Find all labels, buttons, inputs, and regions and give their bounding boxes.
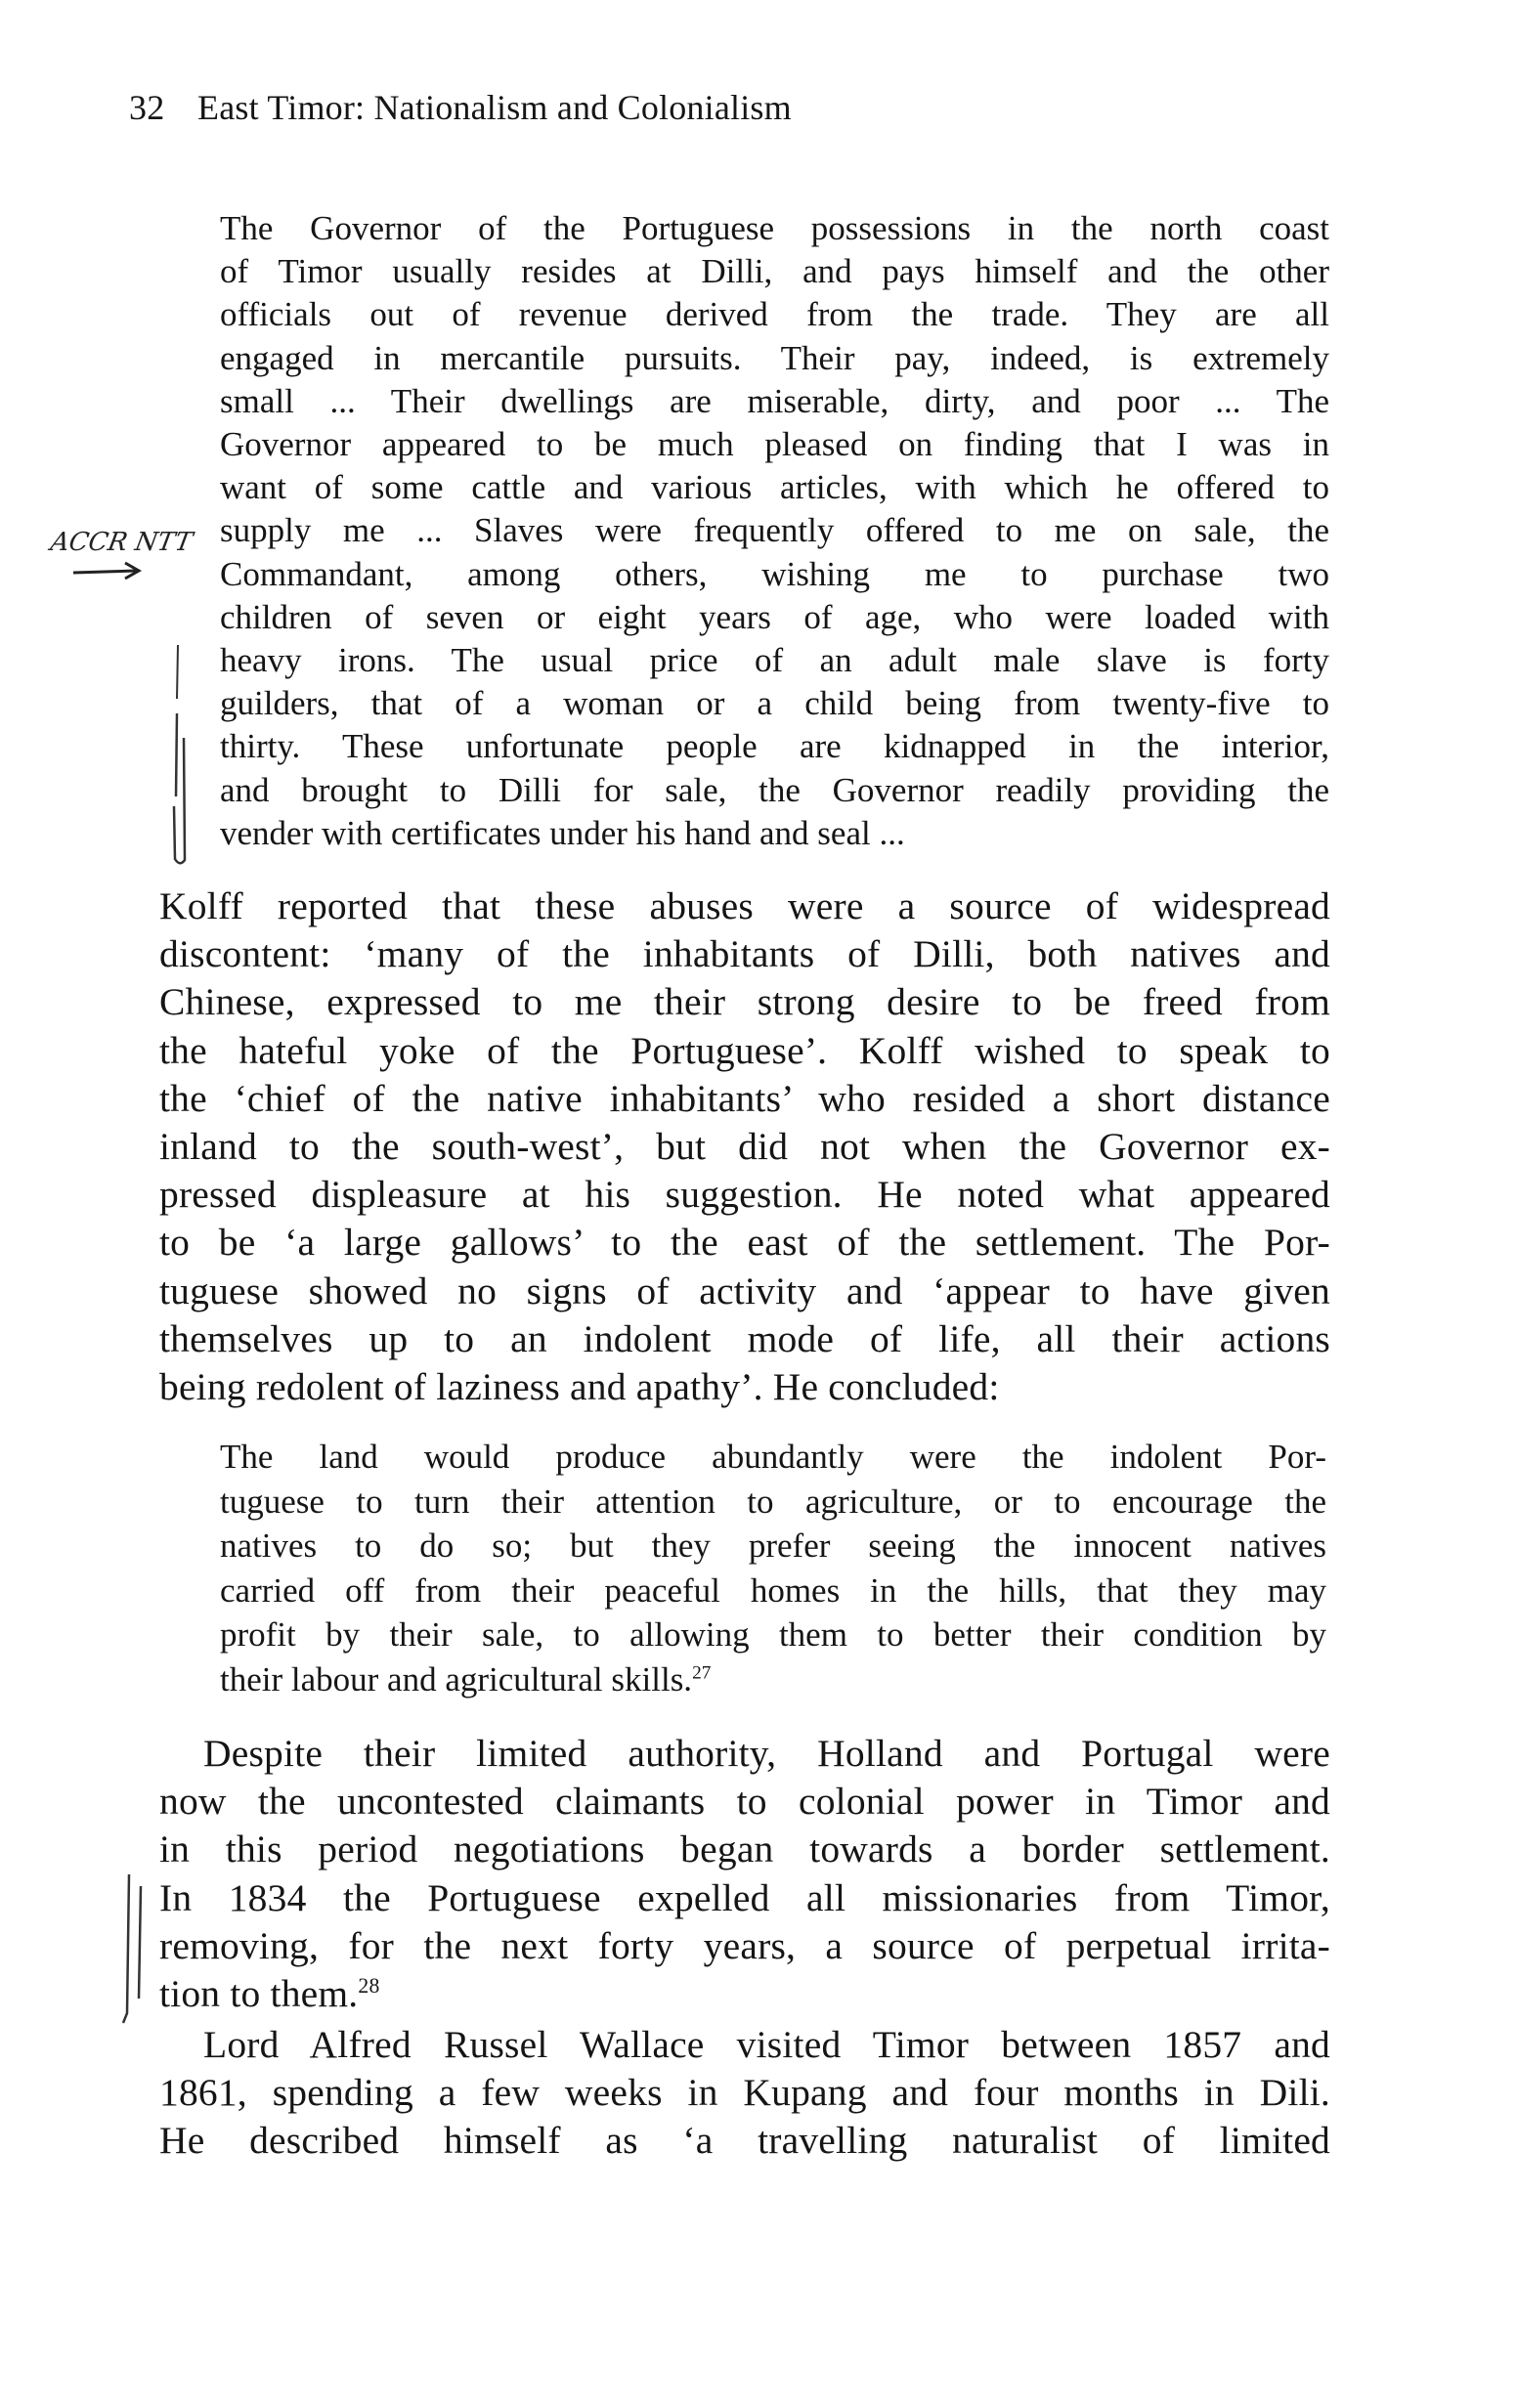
quote-line: supply me ... Slaves were frequently offered to me on sale, the: [220, 511, 1329, 550]
quote-line: of Timor usually resides at Dilli, and pays himself and the other: [220, 252, 1329, 291]
quote-line: vender with certificates under his hand and seal ...: [220, 813, 905, 852]
text-line: now the uncontested claimants to colonial power in Timor and: [159, 1780, 1330, 1824]
margin-handwriting: ACCR NTT: [48, 528, 195, 557]
text-line: discontent: ‘many of the inhabitants of Dilli, both natives and: [159, 932, 1330, 976]
block-quote-2: [220, 1435, 1326, 1701]
quote-line: The Governor of the Portuguese possessions in the north coast: [220, 209, 1329, 247]
footnote-marker: 27: [692, 1661, 712, 1683]
quote-line: small ... Their dwellings are miserable, dirty, and poor ... The: [220, 381, 1329, 420]
quote-last-line: their labour and agricultural skills.: [220, 1659, 693, 1698]
text-line: being redolent of laziness and apathy’. He concluded:: [159, 1365, 1000, 1409]
text-line: removing, for the next forty years, a source of perpetual irrita-: [159, 1923, 1330, 1967]
paragraph-wallace: [159, 2021, 1330, 2166]
quote-line: tuguese to turn their attention to agriculture, or to encourage the: [220, 1482, 1326, 1521]
block-quote-1: [220, 207, 1329, 855]
quote-line: officials out of revenue derived from the trade. They are all: [220, 295, 1329, 334]
quote-line: The land would produce abundantly were the indolent Por-: [220, 1438, 1326, 1476]
text-line: [159, 1970, 1330, 2018]
text-line: the hateful yoke of the Portuguese’. Kolff wished to speak to: [159, 1028, 1330, 1072]
text-line: the ‘chief of the native inhabitants’ who resided a short distance: [159, 1076, 1330, 1120]
paragraph-kolff: [159, 882, 1330, 1411]
footnote-marker: 28: [358, 1973, 380, 1998]
para-last-line: tion to them.: [159, 1972, 359, 2016]
text-line: in this period negotiations began towards a border settlement.: [159, 1828, 1330, 1871]
running-header: [129, 86, 792, 129]
margin-double-line-mark: [115, 1867, 154, 2028]
quote-line: engaged in mercantile pursuits. Their pay, indeed, is extremely: [220, 338, 1329, 377]
quote-line: thirty. These unfortunate people are kidnapped in the interior,: [220, 727, 1329, 766]
text-line: Lord Alfred Russel Wallace visited Timor between 1857 and: [203, 2023, 1330, 2066]
text-line: inland to the south-west’, but did not when the Governor ex-: [159, 1125, 1330, 1169]
quote-line: and brought to Dilli for sale, the Governor readily providing the: [220, 770, 1329, 809]
paragraph-border: [159, 1730, 1330, 2018]
quote-line: guilders, that of a woman or a child being from twenty-five to: [220, 684, 1329, 723]
quote-line: profit by their sale, to allowing them to better their condition by: [220, 1615, 1326, 1654]
running-title: East Timor: Nationalism and Colonialism: [197, 88, 792, 127]
text-line: Kolff reported that these abuses were a source of widespread: [159, 884, 1330, 927]
margin-bracket-mark: [166, 640, 195, 870]
quote-line: natives to do so; but they prefer seeing the innocent natives: [220, 1526, 1326, 1565]
quote-line: carried off from their peaceful homes in the hills, that they may: [220, 1570, 1326, 1610]
quote-line: heavy irons. The usual price of an adult male slave is forty: [220, 641, 1329, 680]
text-line: to be ‘a large gallows’ to the east of the settlement. The Por-: [159, 1221, 1330, 1265]
text-line: Chinese, expressed to me their strong desire to be freed from: [159, 980, 1330, 1024]
text-line: themselves up to an indolent mode of life, all their actions: [159, 1316, 1330, 1360]
text-line: In 1834 the Portuguese expelled all missionaries from Timor,: [159, 1875, 1330, 1919]
text-line: pressed displeasure at his suggestion. He noted what appeared: [159, 1173, 1330, 1217]
text-line: He described himself as ‘a travelling naturalist of limited: [159, 2119, 1330, 2163]
page-number: 32: [129, 88, 165, 127]
text-line: 1861, spending a few weeks in Kupang and four months in Dili.: [159, 2071, 1330, 2115]
text-line: Despite their limited authority, Holland and Portugal were: [203, 1732, 1330, 1775]
text-line: tuguese showed no signs of activity and ‘appear to have given: [159, 1268, 1330, 1312]
quote-line: Commandant, among others, wishing me to purchase two: [220, 554, 1329, 593]
quote-line: [220, 1657, 1326, 1702]
quote-line: want of some cattle and various articles, with which he offered to: [220, 468, 1329, 507]
quote-line: children of seven or eight years of age, who were loaded with: [220, 597, 1329, 636]
quote-line: Governor appeared to be much pleased on finding that I was in: [220, 425, 1329, 464]
margin-arrow-icon: [68, 555, 156, 584]
